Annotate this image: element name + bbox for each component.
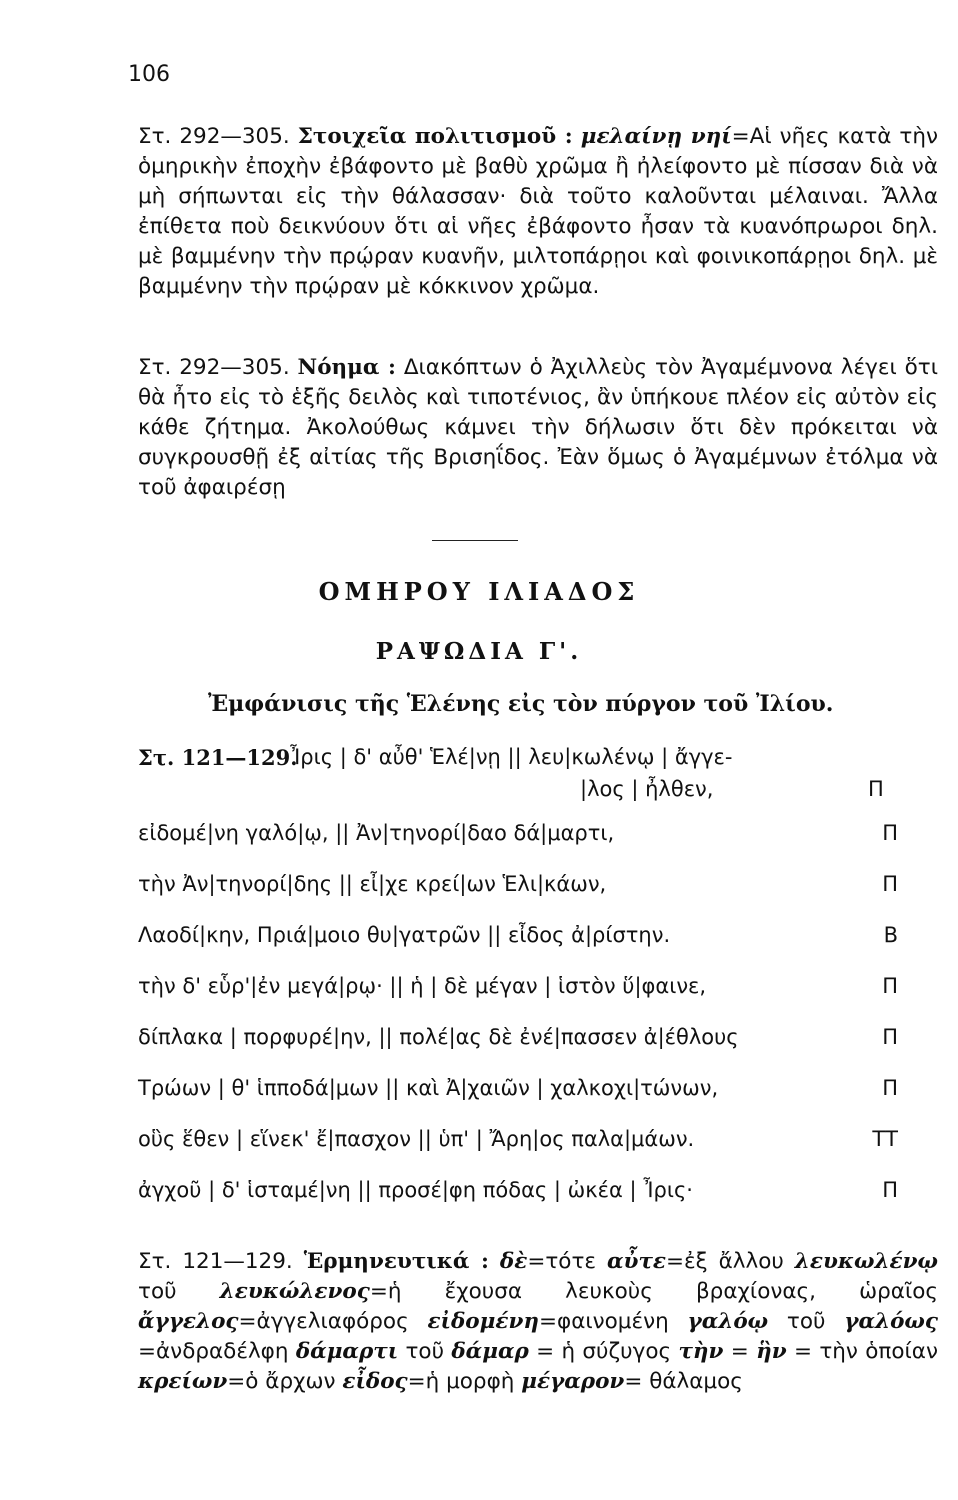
verse-text: Λαοδί|κην, Πριά|μοιο θυ|γατρῶν || εἶδος ἀ|ρίστην. [138,923,671,947]
gloss-def: =ἡ μορφὴ [407,1369,522,1394]
verse-text: εἰδομέ|νη γαλό|ῳ, || Ἀν|τηνορί|δαο δά|μαρτι, [138,821,615,845]
book-title: ΟΜΗΡΟΥ ΙΛΙΑΔΟΣ [318,577,640,606]
gloss-term: δὲ [499,1249,528,1274]
verse-metric-mark: Π [882,1025,898,1049]
notes-heading: Ἑρμηνευτικά : [303,1249,489,1274]
gloss-def: τοῦ [768,1309,845,1334]
verse-text: Τρώων | θ' ἱπποδά|μων || καὶ Ἀ|χαιῶν | χαλκοχι|τώνων, [138,1076,719,1100]
verse-text: τὴν Ἀν|τηνορί|δης || εἶ|χε κρεί|ων Ἑλι|κάων, [138,872,607,896]
gloss-term: γαλόως [844,1309,938,1334]
gloss-term: τὴν [678,1339,724,1364]
gloss-term: εἰδομένη [427,1309,539,1334]
gloss-term: εἶδος [342,1369,408,1394]
verse-line-first: Ἶρις | δ' αὖθ' Ἑλέ|νῃ || λευ|κωλένῳ | ἄγγε- [290,745,733,769]
gloss-term: δάμαρτι [295,1339,399,1364]
gloss-def: =ἀνδραδέλφη [138,1339,296,1364]
verse-text: τὴν δ' εὗρ'|ἐν μεγά|ρῳ· || ἡ | δὲ μέγαν | ἱστὸν ὕ|φαινε, [138,974,707,998]
gloss-term: γαλόῳ [687,1309,769,1334]
gloss-term: λευκώλενος [219,1279,370,1304]
gloss-term: λευκωλένῳ [794,1249,938,1274]
episode-subtitle: Ἐμφάνισις τῆς Ἑλένης εἰς τὸν πύργον τοῦ Ἰλίου. [208,691,834,717]
gloss-term: αὖτε [607,1249,666,1274]
gloss-def: = θάλαμος [624,1369,743,1394]
section1-ref: Στ. 292—305. [138,124,290,149]
section1-heading: Στοιχεῖα πολιτισμοῦ : [297,124,573,149]
section-divider [432,540,518,541]
section1-text: =Αἱ νῆες κατὰ τὴν ὁμηρικὴν ἐποχὴν ἐβάφοντο μὲ βαθὺ χρῶμα ἢ ἠλείφοντο μὲ πίσσαν διὰ νὰ μὴ σήπωνται εἰς τὴν θάλασσαν· διὰ τοῦτο καλοῦνται μέλαιναι. Ἄλλα ἐπίθετα ποὺ δεικνύουν ὅτι αἱ νῆες ἐβάφοντο ἦσαν τὰ κυανόπρωροι δηλ. μὲ βαμμένην τὴν πρῴραν κυανῆν, μιλτοπάρῃοι καὶ φοινικοπάρῃοι δηλ. μὲ βαμμένην τὴν πρῴραν μὲ κόκκινον χρῶμα. [138,124,938,299]
verse-metric-mark: Π [882,1178,898,1202]
verse-metric-mark: ΤΤ [872,1127,898,1151]
section1-term: μελαίνῃ νηί [580,124,732,149]
page-number: 106 [128,62,170,87]
verse-metric-mark: Π [882,1076,898,1100]
verse-text: οὓς ἕθεν | εἵνεκ' ἔ|πασχον || ὑπ' | Ἄρη|ος παλα|μάων. [138,1127,695,1151]
gloss-term: κρείων [138,1369,228,1394]
gloss-term: δάμαρ [451,1339,529,1364]
verse-text: ἀγχοῦ | δ' ἱσταμέ|νη || προσέ|φη πόδας | ὠκέα | Ἶρις· [138,1178,693,1202]
gloss-def: =ἡ ἔχουσα λευκοὺς βραχίονας, ὡραῖος [369,1279,938,1304]
paragraph-glossary [138,1247,938,1397]
verse-line-first-cont: |λος | ἦλθεν, [580,777,714,801]
section2-ref: Στ. 292—305. [138,355,290,380]
gloss-def: =ἀγγελιαφόρος [238,1309,428,1334]
verse-metric-mark: Π [882,872,898,896]
verse-text: δίπλακα | πορφυρέ|ην, || πολέ|ας δὲ ἐνέ|πασσεν ἀ|έθλους [138,1025,739,1049]
paragraph-meaning [138,353,938,503]
gloss-def: =ἐξ ἄλλου [666,1249,795,1274]
gloss-def: τοῦ [138,1279,220,1304]
verses-ref: Στ. 121—129. [138,745,298,770]
section2-text: Διακόπτων ὁ Ἀχιλλεὺς τὸν Ἀγαμέμνονα λέγει ὅτι θὰ ἦτο εἰς τὸ ἑξῆς δειλὸς καὶ τιποτένιος, ἂν ὑπήκουε πλέον εἰς αὐτὸν εἰς κάθε ζήτημα. Ἀκολούθως κάμνει τὴν δήλωσιν ὅτι δὲν πρόκειται νὰ συγκρουσθῇ ἐξ αἰτίας τῆς Βρισηΐδος. Ἐὰν ὅμως ὁ Ἀγαμέμνων ἐτόλμα νὰ τοῦ ἀφαιρέσῃ [138,355,939,500]
gloss-def: = [723,1339,757,1364]
rhapsody-title: ΡΑΨΩΔΙΑ Γ'. [375,638,583,665]
gloss-term: μέγαρον [521,1369,625,1394]
gloss-def: = ἡ σύζυγος [528,1339,679,1364]
verse-metric-mark: Π [868,777,884,801]
gloss-term: ἣν [756,1339,787,1364]
gloss-def: = τὴν ὁποίαν [786,1339,938,1364]
section2-heading: Νόημα : [297,355,396,380]
gloss-def: =τότε [527,1249,607,1274]
gloss-def: =φαινομένη [539,1309,688,1334]
verse-metric-mark: Π [882,974,898,998]
notes-ref: Στ. 121—129. [138,1249,293,1274]
paragraph-civilization [138,122,938,302]
verse-metric-mark: Β [883,923,898,947]
gloss-def: τοῦ [398,1339,452,1364]
verse-metric-mark: Π [882,821,898,845]
gloss-def: =ὁ ἄρχων [227,1369,343,1394]
gloss-term: ἄγγελος [138,1309,239,1334]
